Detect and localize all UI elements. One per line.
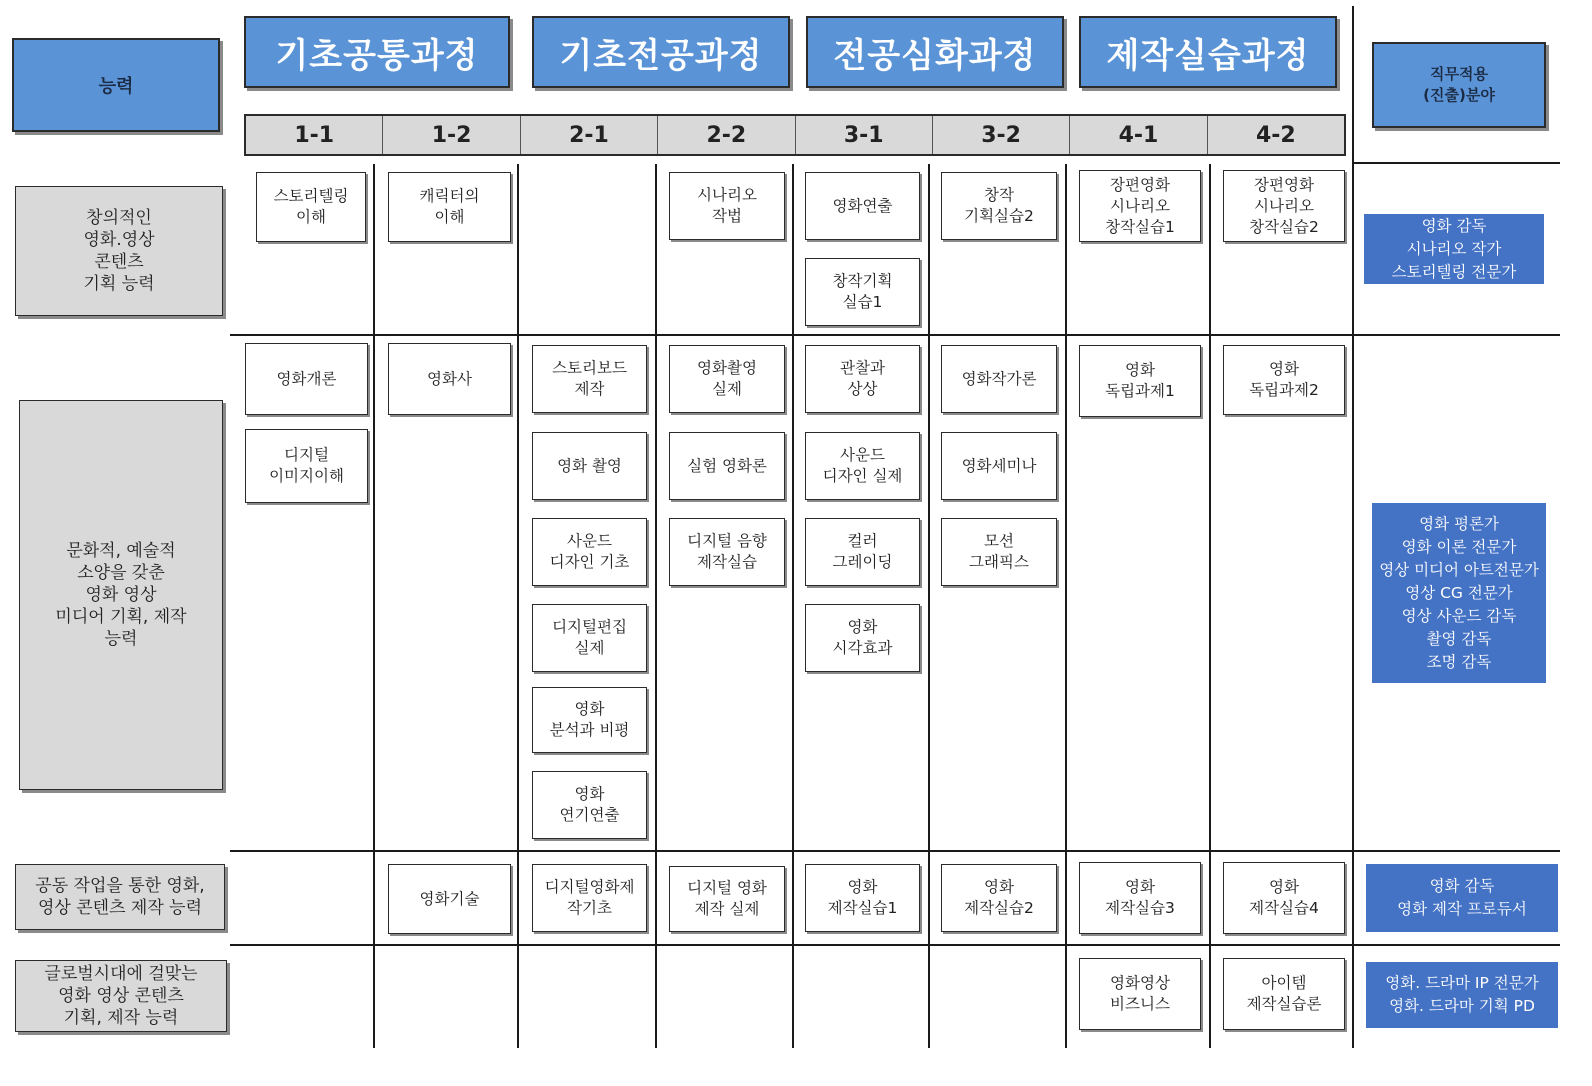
course-box: 영화 제작실습3	[1079, 862, 1201, 934]
career-box: 영화 감독 영화 제작 프로듀서	[1366, 864, 1558, 932]
grid-line	[1065, 164, 1067, 1048]
course-box: 시나리오 작법	[669, 172, 785, 240]
course-box: 영화작가론	[941, 345, 1057, 413]
course-box: 영화 연기연출	[532, 771, 647, 839]
grid-line	[517, 164, 519, 1048]
course-box: 모션 그래픽스	[941, 518, 1057, 586]
course-box: 디지털 영화 제작 실제	[669, 866, 785, 932]
course-box: 디지털 이미지이해	[245, 429, 368, 503]
course-box: 사운드 디자인 실제	[805, 432, 920, 500]
phase-basic-major: 기초전공과정	[532, 16, 790, 88]
course-box: 장편영화 시나리오 창작실습1	[1079, 170, 1201, 242]
grid-line	[373, 164, 375, 1048]
course-box: 스토리텔링 이해	[256, 172, 366, 242]
semester-2-1: 2-1	[521, 116, 658, 154]
ability-header: 능력	[12, 38, 220, 132]
course-box: 영화촬영 실제	[669, 345, 785, 413]
course-box: 창작기획 실습1	[805, 258, 920, 326]
grid-line	[655, 164, 657, 1048]
course-box: 디지털편집 실제	[532, 604, 647, 672]
semester-3-2: 3-2	[933, 116, 1070, 154]
ability-cultural-artistic-production: 문화적, 예술적 소양을 갖춘 영화 영상 미디어 기획, 제작 능력	[19, 400, 223, 790]
course-box: 영화 제작실습4	[1223, 862, 1345, 934]
course-box: 실험 영화론	[669, 432, 785, 500]
course-box: 영화개론	[245, 343, 368, 415]
course-box: 사운드 디자인 기초	[532, 518, 647, 586]
course-box: 영화기술	[388, 864, 511, 934]
ability-global-planning: 글로벌시대에 걸맞는 영화 영상 콘텐츠 기획, 제작 능력	[15, 960, 227, 1032]
course-box: 영화 독립과제1	[1079, 345, 1201, 417]
course-box: 관찰과 상상	[805, 345, 920, 413]
course-box: 창작 기획실습2	[941, 172, 1057, 240]
semester-2-2: 2-2	[658, 116, 795, 154]
phase-basic-common: 기초공통과정	[244, 16, 510, 88]
grid-line	[1352, 162, 1560, 164]
career-box: 영화. 드라마 IP 전문가 영화. 드라마 기획 PD	[1366, 962, 1558, 1028]
course-box: 영화연출	[805, 172, 920, 240]
grid-line	[1209, 164, 1211, 1048]
grid-line	[792, 164, 794, 1048]
semester-3-1: 3-1	[796, 116, 933, 154]
ability-creative-planning: 창의적인 영화.영상 콘텐츠 기획 능력	[15, 186, 223, 316]
career-box: 영화 감독 시나리오 작가 스토리텔링 전문가	[1364, 214, 1544, 284]
course-box: 디지털영화제 작기초	[532, 864, 647, 932]
course-box: 영화 시각효과	[805, 604, 920, 672]
course-box: 영화 촬영	[532, 432, 647, 500]
course-box: 영화 제작실습2	[941, 864, 1057, 932]
course-box: 영화세미나	[941, 432, 1057, 500]
phase-production-practice: 제작실습과정	[1079, 16, 1337, 88]
semester-1-1: 1-1	[246, 116, 383, 154]
course-box: 장편영화 시나리오 창작실습2	[1223, 170, 1345, 242]
grid-line	[230, 334, 1560, 336]
semester-row	[244, 114, 1346, 156]
semester-4-2: 4-2	[1255, 122, 1296, 148]
course-box: 캐릭터의 이해	[388, 172, 511, 242]
semester-4-1: 4-1	[1070, 116, 1207, 154]
phase-advanced-major: 전공심화과정	[806, 16, 1064, 88]
grid-line	[230, 850, 1560, 852]
course-box: 컬러 그레이딩	[805, 518, 920, 586]
career-box: 영화 평론가 영화 이론 전문가 영상 미디어 아트전문가 영상 CG 전문가 영상 사운드 감독 촬영 감독 조명 감독	[1372, 503, 1546, 683]
course-box: 영화 독립과제2	[1223, 345, 1345, 415]
career-header: 직무적용 (진출)분야	[1372, 42, 1546, 128]
grid-line	[928, 164, 930, 1048]
ability-collaborative-production: 공동 작업을 통한 영화, 영상 콘텐츠 제작 능력	[15, 864, 225, 930]
course-box: 영화사	[388, 343, 511, 415]
grid-line	[230, 944, 1560, 946]
course-box: 스토리보드 제작	[532, 345, 647, 413]
course-box: 영화 분석과 비평	[532, 687, 647, 753]
course-box: 영화영상 비즈니스	[1079, 958, 1201, 1030]
semester-1-2: 1-2	[383, 116, 520, 154]
course-box: 아이템 제작실습론	[1223, 958, 1345, 1030]
course-box: 디지털 음향 제작실습	[669, 518, 785, 586]
course-box: 영화 제작실습1	[805, 864, 920, 932]
